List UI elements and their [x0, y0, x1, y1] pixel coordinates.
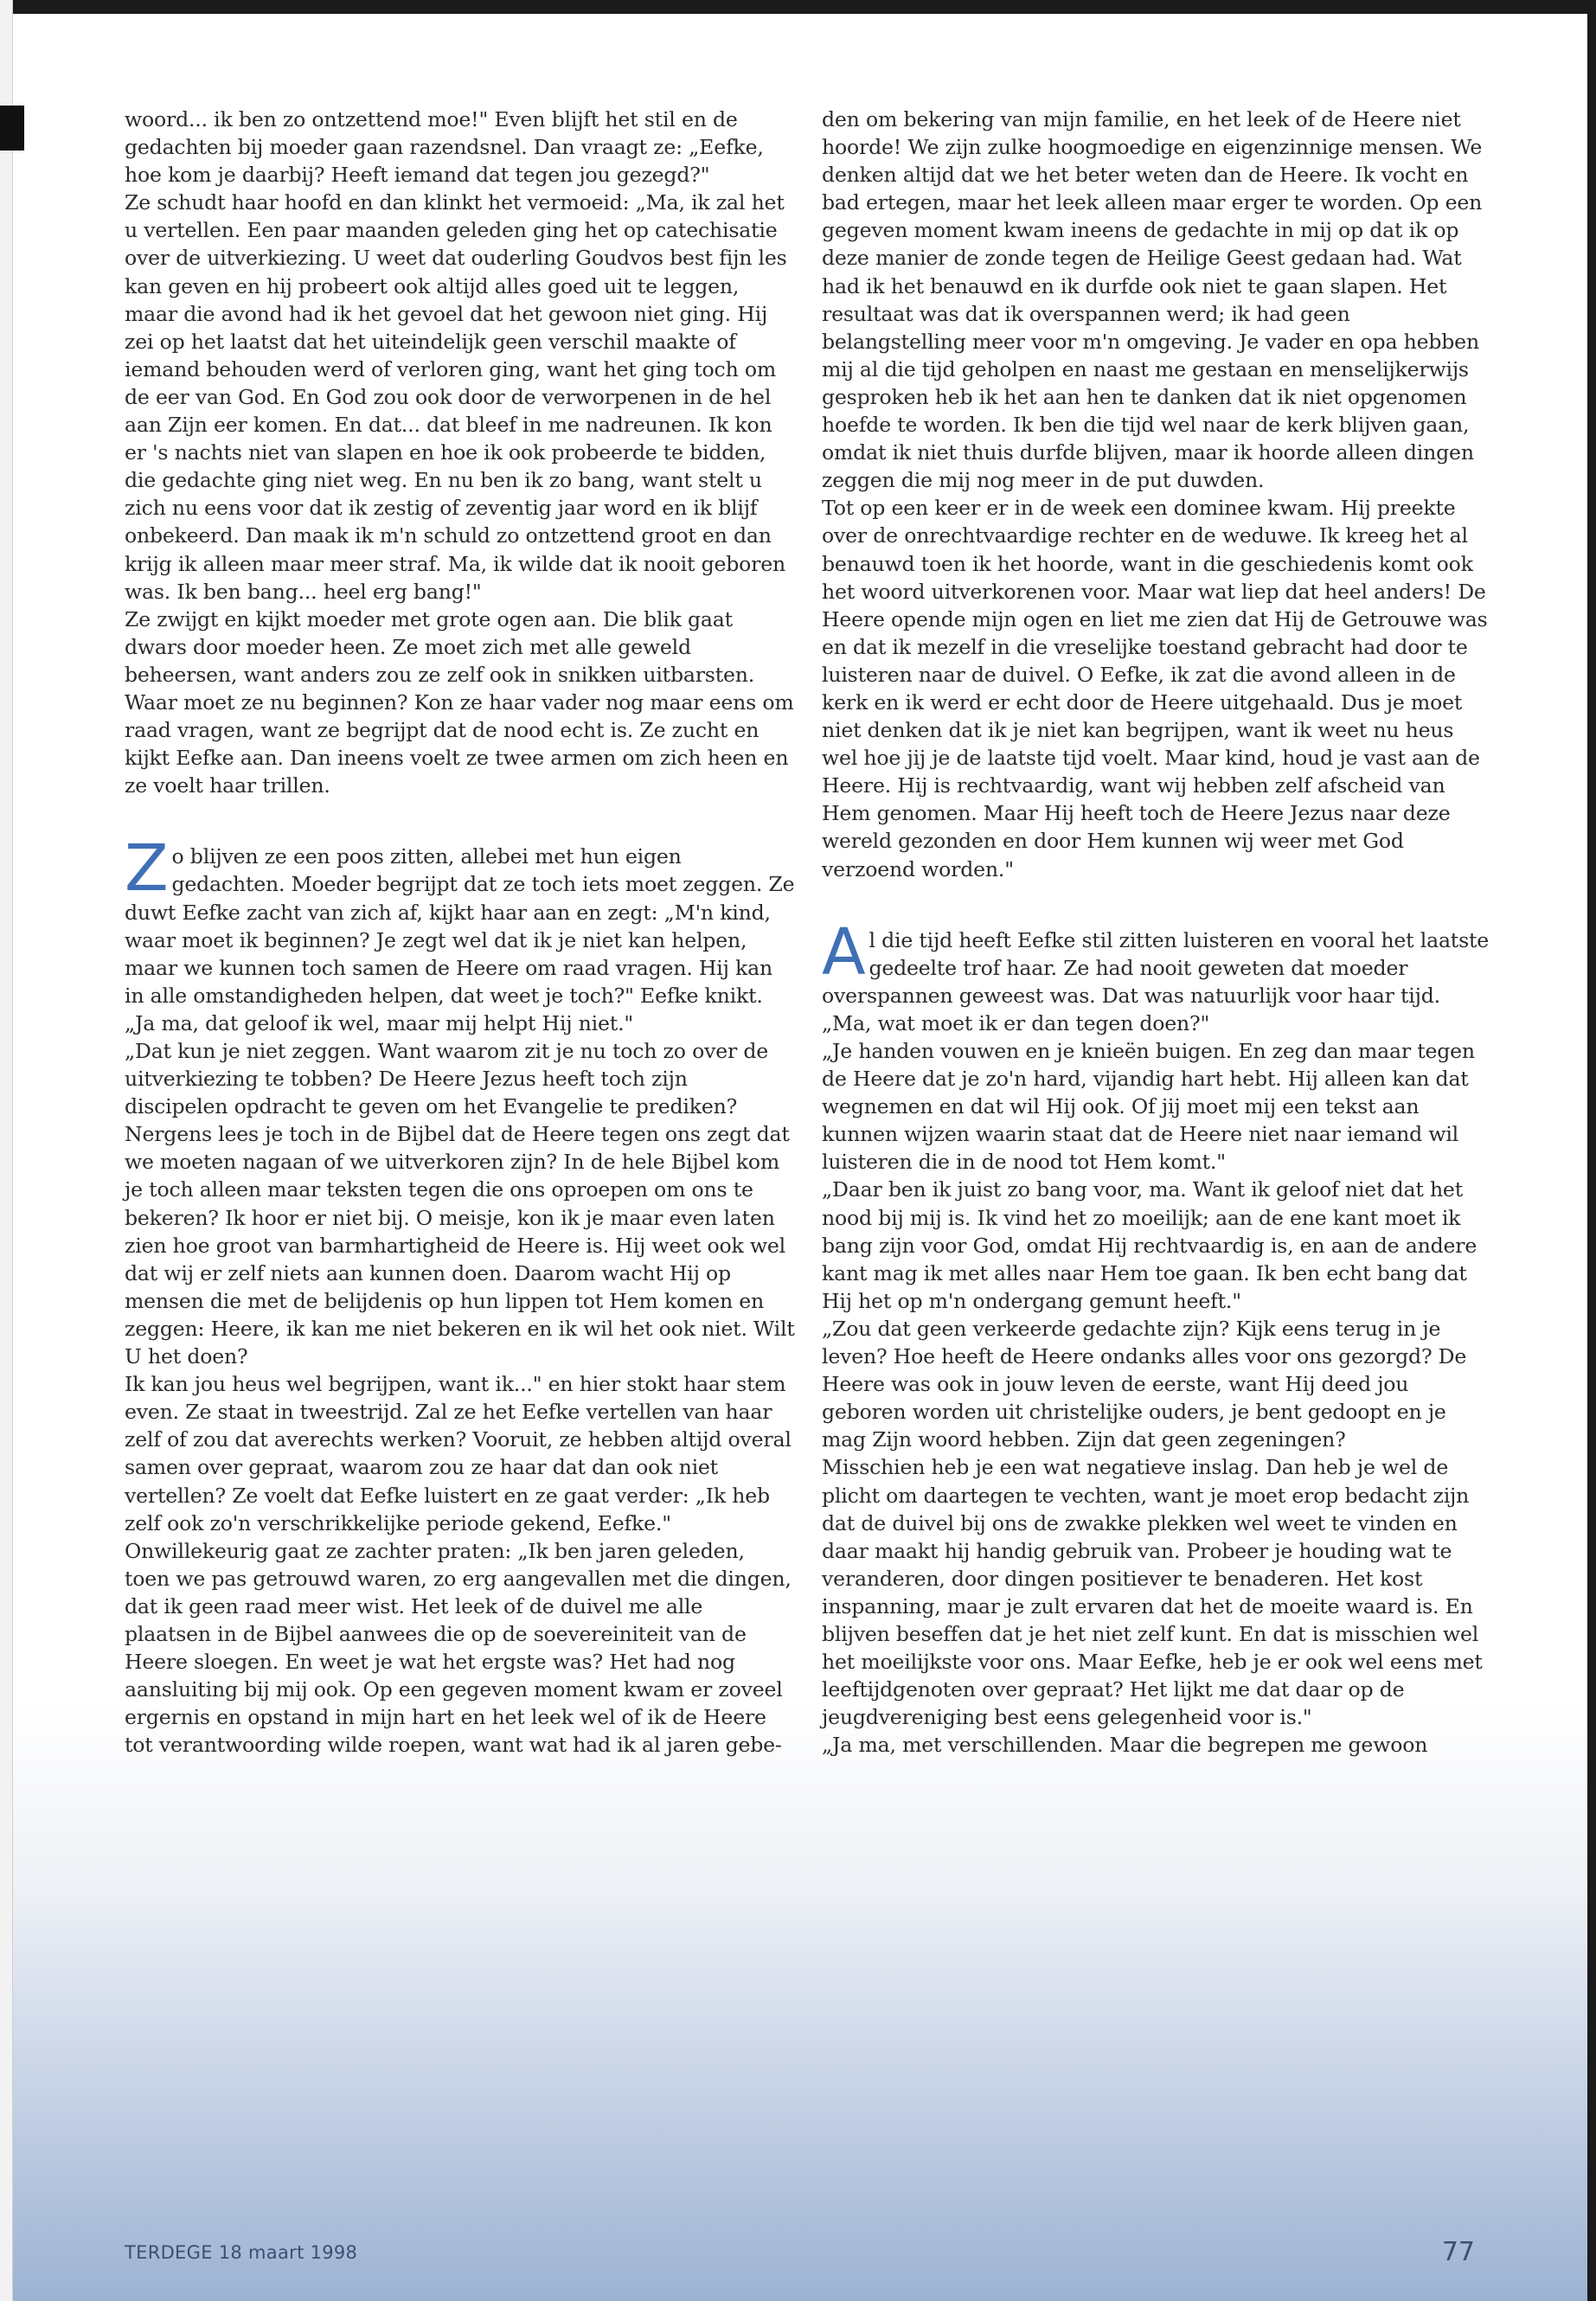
paragraph: den om bekering van mijn familie, en het leek of de Heere niet hoorde! We zijn zulke hoogmoedige en eigenzinnige mensen. We denken altijd dat we het beter weten dan de Heere. Ik vocht en bad ertegen, maar het leek alleen maar erger te worden. Op een gegeven moment kwam ineens de gedachte in mij op dat ik op deze manier de zonde tegen de Heilige Geest gedaan had. Wat had ik het benauwd en ik durfde ook niet te gaan slapen. Het resultaat was dat ik overspannen werd; ik had geen belangstelling meer voor m'n omgeving. Je vader en opa hebben mij al die tijd geholpen en naast me gestaan en menselijkerwijs gesproken heb ik het aan hen te danken dat ik niet opgenomen hoefde te worden. Ik ben die tijd wel naar de kerk blijven gaan, omdat ik niet thuis durfde blijven, maar ik hoorde alleen dingen zeggen die mij nog meer in de put duwden.	[822, 107, 1483, 493]
paragraph: Ze schudt haar hoofd en dan klinkt het vermoeid: „Ma, ik zal het u vertellen. Een paar maanden geleden ging het op catechisatie over de uitverkiezing. U weet dat ouderling Goudvos best fijn les kan geven en hij probeert ook altijd alles goed uit te leggen, maar die avond had ik het gevoel dat het gewoon niet ging. Hij zei op het laatst dat het uiteindelijk geen verschil maakte of iemand behouden werd of verloren ging, want het ging toch om de eer van God. En God zou ook door de verworpenen in de hel aan Zijn eer komen. En dat... dat bleef in me nadreunen. Ik kon er 's nachts niet van slapen en hoe ik ook probeerde te bidden, die gedachte ging niet weg. En nu ben ik zo bang, want stelt u zich nu eens voor dat ik zestig of zeventig jaar word en ik blijf onbekeerd. Dan maak ik m'n schuld zo ontzettend groot en dan krijg ik alleen maar meer straf. Ma, ik wilde dat ik nooit geboren was. Ik ben bang... heel erg bang!"	[125, 190, 787, 604]
dropcap-paragraph	[125, 831, 795, 1037]
paragraph: woord... ik ben zo ontzettend moe!" Even blijft het stil en de gedachten bij moeder gaan razendsnel. Dan vraagt ze: „Eefke, hoe kom je daarbij? Heeft iemand dat tegen jou gezegd?"	[125, 107, 764, 188]
page-number: 77	[1441, 2237, 1475, 2267]
dropcap-letter: A	[822, 914, 866, 990]
paragraph: Ik kan jou heus wel begrijpen, want ik..." en hier stokt haar stem even. Ze staat in tweestrijd. Zal ze het Eefke vertellen van haar zelf of zou dat averechts werken? Vooruit, ze hebben altijd overal samen over gepraat, waarom zou ze haar dat dan ook niet vertellen? Ze voelt dat Eefke luistert en ze gaat verder: „Ik heb zelf ook zo'n verschrikkelijke periode gekend, Eefke." Onwillekeurig gaat ze zachter praten: „Ik ben jaren geleden, toen we pas getrouwd waren, zo erg aangevallen met die dingen, dat ik geen raad meer wist. Het leek of de duivel me alle plaatsen in de Bijbel aanwees die op de soevereiniteit van de Heere sloegen. En weet je wat het ergste was? Het had nog aansluiting bij mij ook. Op een gegeven moment kwam er zoveel ergernis en opstand in mijn hart en het leek wel of ik de Heere tot verantwoording wilde roepen, want wat had ik al jaren gebe-	[125, 1372, 792, 1758]
paragraph: „Je handen vouwen en je knieën buigen. En zeg dan maar tegen de Heere dat je zo'n hard, vijandig hart hebt. Hij alleen kan dat wegnemen en dat wil Hij ook. Of jij moet mij een tekst aan kunnen wijzen waarin staat dat de Heere niet naar iemand wil luisteren die in de nood tot Hem komt."	[822, 1039, 1475, 1175]
paragraph: Misschien heb je een wat negatieve inslag. Dan heb je wel de plicht om daartegen te vechten, want je moet erop bedacht zijn dat de duivel bij ons de zwakke plekken wel weet te vinden en daar maakt hij handig gebruik van. Probeer je houding wat te veranderen, door dingen positiever te benaderen. Het kost inspanning, maar je zult ervaren dat het de moeite waard is. En blijven beseffen dat je het niet zelf kunt. En dat is misschien wel het moeilijkste voor ons. Maar Eefke, heb je er ook wel eens met leeftijdgenoten over gepraat? Het lijkt me dat daar op de jeugdvereniging best eens gelegenheid voor is."	[822, 1455, 1483, 1730]
section-gap	[125, 799, 795, 843]
paragraph: „Zou dat geen verkeerde gedachte zijn? Kijk eens terug in je leven? Hoe heeft de Heere ondanks alles voor ons gezorgd? De Heere was ook in jouw leven de eerste, want Hij deed jou geboren worden uit christelijke ouders, je bent gedoopt en je mag Zijn woord hebben. Zijn dat geen zegeningen?	[822, 1316, 1467, 1452]
crop-marker	[0, 106, 24, 151]
paragraph: „Daar ben ik juist zo bang voor, ma. Want ik geloof niet dat het nood bij mij is. Ik vind het zo moeilijk; aan de ene kant moet ik bang zijn voor God, omdat Hij rechtvaardig is, en aan de andere kant mag ik met alles naar Hem toe gaan. Ik ben echt bang dat Hij het op m'n ondergang gemunt heeft."	[822, 1177, 1477, 1313]
paragraph: „Dat kun je niet zeggen. Want waarom zit je nu toch zo over de uitverkiezing te tobben? De Heere Jezus heeft toch zijn discipelen opdracht te geven om het Evangelie te prediken? Nergens lees je toch in de Bijbel dat de Heere tegen ons zegt dat we moeten nagaan of we uitverkoren zijn? In de hele Bijbel kom je toch alleen maar teksten tegen die ons oproepen om ons te bekeren? Ik hoor er niet bij. O meisje, kon ik je maar even laten zien hoe groot van barmhartigheid de Heere is. Hij weet ook wel dat wij er zelf niets aan kunnen doen. Daarom wacht Hij op mensen die met de belijdenis op hun lippen tot Hem komen en zeggen: Heere, ik kan me niet bekeren en ik wil het ook niet. Wilt U het doen?	[125, 1039, 795, 1369]
section-gap	[822, 883, 1492, 926]
dropcap-letter: Z	[125, 831, 169, 907]
paragraph: Tot op een keer er in de week een dominee kwam. Hij preekte over de onrechtvaardige rechter en de weduwe. Ik kreeg het al benauwd toen ik het hoorde, want in die geschiedenis komt ook het woord uitverkorenen voor. Maar wat liep dat heel anders! De Heere opende mijn ogen en liet me zien dat Hij de Getrouwe was en dat ik mezelf in die vreselijke toestand gebracht had door te luisteren naar de duivel. O Eefke, ik zat die avond alleen in de kerk en ik werd er echt door de Heere uitgehaald. Dus je moet niet denken dat ik je niet kan begrijpen, want ik weet nu heus wel hoe jij je de laatste tijd voelt. Maar kind, houd je vast aan de Heere. Hij is rechtvaardig, want wij hebben zelf afscheid van Hem genomen. Maar Hij heeft toch de Heere Jezus naar deze wereld gezonden en door Hem kunnen wij weer met God verzoend worden."	[822, 496, 1488, 881]
right-column	[822, 106, 1492, 1759]
dropcap-paragraph	[822, 914, 1492, 1009]
left-column	[125, 106, 795, 1759]
left-page-edge	[0, 0, 13, 2301]
right-border	[1587, 0, 1596, 2301]
paragraph: „Ma, wat moet ik er dan tegen doen?"	[822, 1010, 1210, 1035]
dropcap-paragraph-text: o blijven ze een poos zitten, allebei met hun eigen gedachten. Moeder begrijpt dat ze toch iets moet zeggen. Ze duwt Eefke zacht van zich af, kijkt haar aan en zegt: „M'n kind, waar moet ik beginnen? Je zegt wel dat ik je niet kan helpen, maar we kunnen toch samen de Heere om raad vragen. Hij kan in alle omstandigheden helpen, dat weet je toch?" Eefke knikt. „Ja ma, dat geloof ik wel, maar mij helpt Hij niet."	[125, 844, 795, 1035]
dropcap-paragraph-text: l die tijd heeft Eefke stil zitten luisteren en vooral het laatste gedeelte trof haar. Ze had nooit geweten dat moeder overspannen geweest was. Dat was natuurlijk voor haar tijd.	[822, 927, 1490, 1008]
publication-info: TERDEGE 18 maart 1998	[125, 2242, 358, 2263]
page-footer	[125, 2237, 1475, 2273]
paragraph: Ze zwijgt en kijkt moeder met grote ogen aan. Die blik gaat dwars door moeder heen. Ze moet zich met alle geweld beheersen, want anders zou ze zelf ook in snikken uitbarsten. Waar moet ze nu beginnen? Kon ze haar vader nog maar eens om raad vragen, want ze begrijpt dat de nood echt is. Ze zucht en kijkt Eefke aan. Dan ineens voelt ze twee armen om zich heen en ze voelt haar trillen.	[125, 606, 794, 798]
top-border	[0, 0, 1596, 14]
paragraph: „Ja ma, met verschillenden. Maar die begrepen me gewoon	[822, 1733, 1428, 1758]
